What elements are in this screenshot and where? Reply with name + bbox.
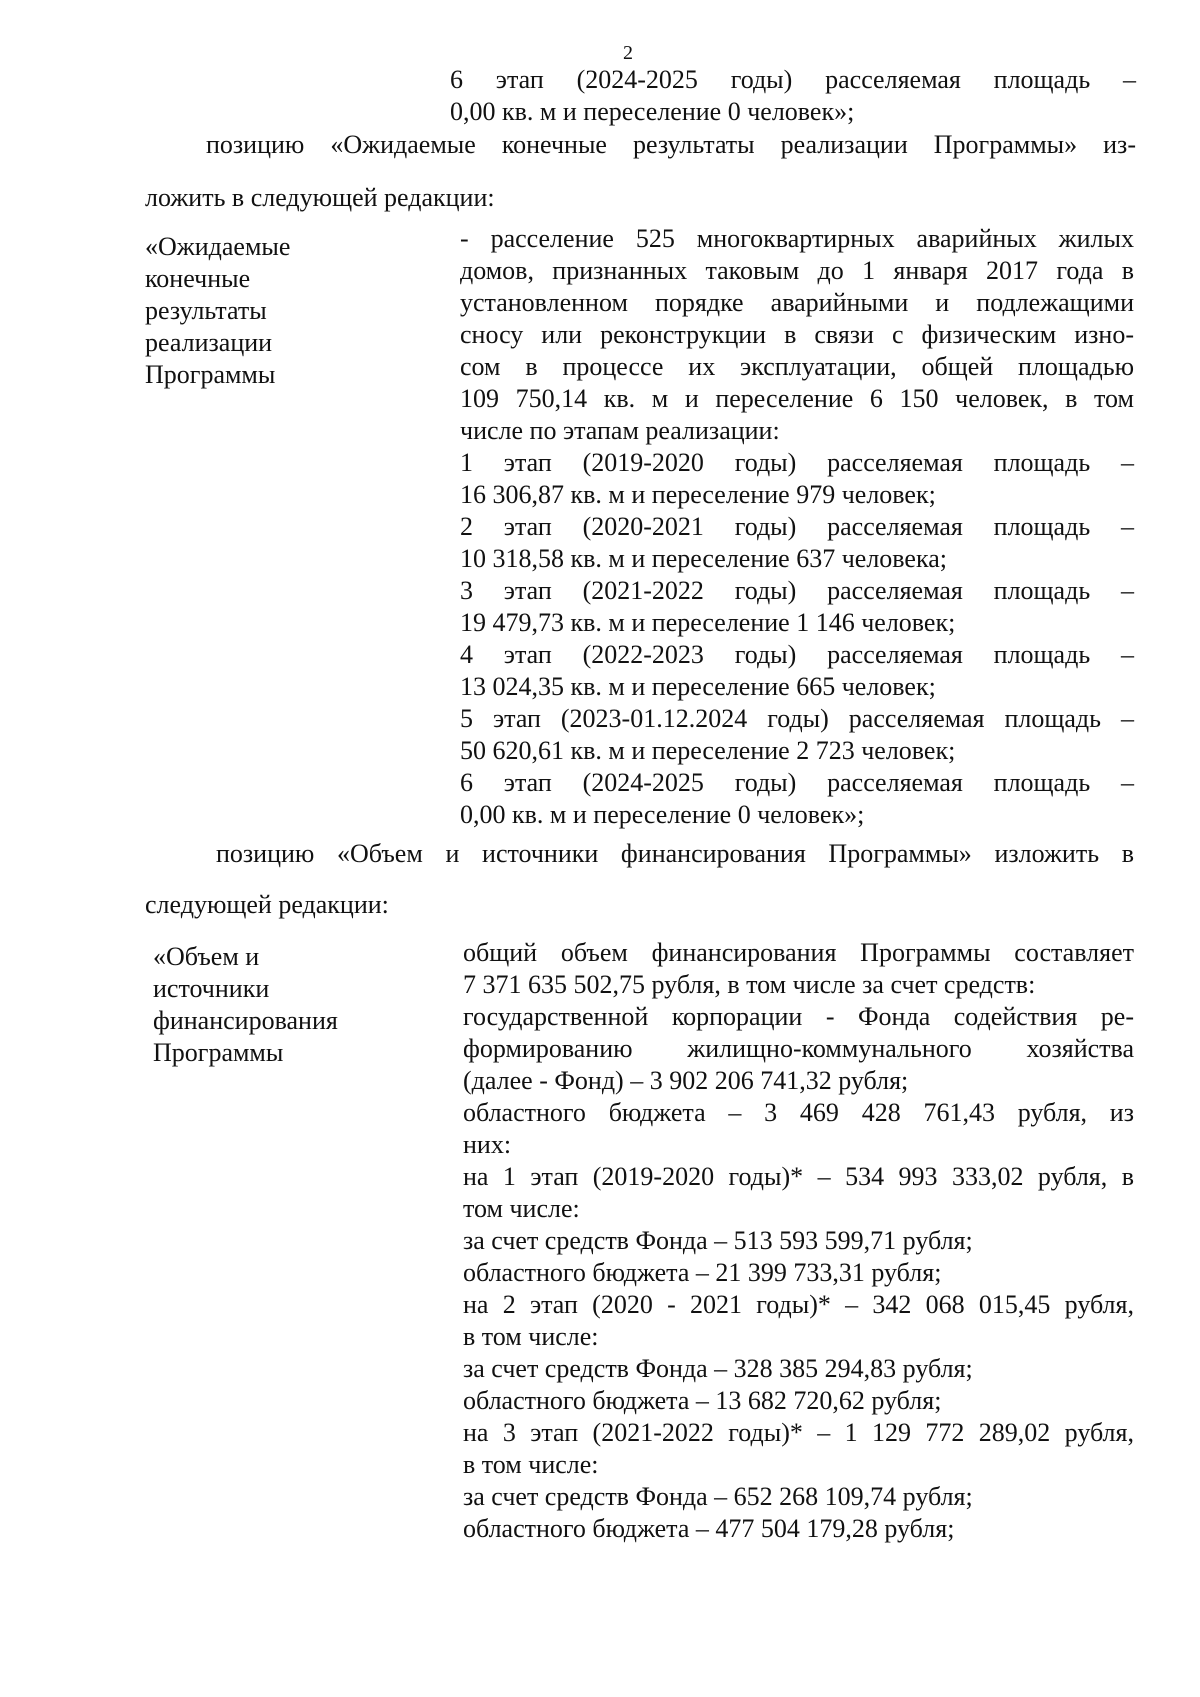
paragraph-expected-results-line1: позицию «Ожидаемые конечные результаты реализации Программы» из-	[206, 130, 1136, 159]
text-line: на 3 этап (2021-2022 годы)* – 1 129 772 289,02 рубля,	[463, 1418, 1134, 1447]
text-line: на 2 этап (2020 - 2021 годы)* – 342 068 015,45 рубля,	[463, 1290, 1134, 1319]
text-line: за счет средств Фонда – 652 268 109,74 рубля;	[463, 1482, 973, 1511]
text-line: областного бюджета – 13 682 720,62 рубля;	[463, 1386, 942, 1415]
text-line: за счет средств Фонда – 328 385 294,83 рубля;	[463, 1354, 973, 1383]
text-line: общий объем финансирования Программы составляет	[463, 938, 1134, 967]
continued-stage-text	[450, 64, 1136, 128]
text-line: областного бюджета – 21 399 733,31 рубля;	[463, 1258, 942, 1287]
label-line: «Объем и	[153, 942, 260, 971]
label-line: конечные	[145, 264, 251, 293]
text-line: - расселение 525 многоквартирных аварийных жилых	[460, 224, 1134, 253]
financing-content	[463, 937, 1134, 1545]
label-line: «Ожидаемые	[145, 232, 291, 261]
text-line: домов, признанных таковым до 1 января 2017 года в	[460, 256, 1134, 285]
text-line: областного бюджета – 3 469 428 761,43 рубля, из	[463, 1098, 1134, 1127]
text-line: 7 371 635 502,75 рубля, в том числе за счет средств:	[463, 970, 1036, 999]
text-line: 16 306,87 кв. м и переселение 979 человек;	[460, 480, 936, 509]
text-line: 5 этап (2023-01.12.2024 годы) расселяемая площадь –	[460, 704, 1134, 733]
text-line: 2 этап (2020-2021 годы) расселяемая площадь –	[460, 512, 1134, 541]
text-line: 6 этап (2024-2025 годы) расселяемая площадь –	[460, 768, 1134, 797]
text-line: 0,00 кв. м и переселение 0 человек»;	[460, 800, 865, 829]
label-line: Программы	[145, 360, 276, 389]
label-line: результаты	[145, 296, 267, 325]
text-line: числе по этапам реализации:	[460, 416, 780, 445]
text-line: в том числе:	[463, 1450, 599, 1479]
text-line: 0,00 кв. м и переселение 0 человек»;	[450, 97, 855, 126]
expected-results-content	[460, 223, 1134, 831]
expected-results-label	[145, 231, 290, 391]
text-line: установленном порядке аварийными и подлежащими	[460, 288, 1134, 317]
text-line: 6 этап (2024-2025 годы) расселяемая площадь –	[450, 65, 1136, 94]
text-line: 109 750,14 кв. м и переселение 6 150 человек, в том	[460, 384, 1134, 413]
text-line: сом в процессе их эксплуатации, общей площадью	[460, 352, 1134, 381]
text-line: за счет средств Фонда – 513 593 599,71 рубля;	[463, 1226, 973, 1255]
label-line: реализации	[145, 328, 273, 357]
text-line: государственной корпорации - Фонда содействия ре-	[463, 1002, 1134, 1031]
text-line: 50 620,61 кв. м и переселение 2 723 человек;	[460, 736, 956, 765]
text-line: областного бюджета – 477 504 179,28 рубля;	[463, 1514, 955, 1543]
label-line: Программы	[153, 1038, 284, 1067]
text-line: 10 318,58 кв. м и переселение 637 человека;	[460, 544, 947, 573]
text-line: 13 024,35 кв. м и переселение 665 человек;	[460, 672, 936, 701]
paragraph-financing-line1: позицию «Объем и источники финансирования Программы» изложить в	[216, 839, 1134, 868]
text-line: 1 этап (2019-2020 годы) расселяемая площадь –	[460, 448, 1134, 477]
text-line: них:	[463, 1130, 512, 1159]
text-line: том числе:	[463, 1194, 580, 1223]
paragraph-financing-line2: следующей редакции:	[145, 890, 389, 919]
label-line: финансирования	[153, 1006, 338, 1035]
text-line: сносу или реконструкции в связи с физическим изно-	[460, 320, 1134, 349]
text-line: на 1 этап (2019-2020 годы)* – 534 993 333,02 рубля, в	[463, 1162, 1134, 1191]
financing-label	[153, 941, 338, 1069]
label-line: источники	[153, 974, 270, 1003]
text-line: 19 479,73 кв. м и переселение 1 146 человек;	[460, 608, 956, 637]
paragraph-expected-results-line2: ложить в следующей редакции:	[145, 183, 495, 212]
text-line: формированию жилищно-коммунального хозяйства	[463, 1034, 1134, 1063]
text-line: в том числе:	[463, 1322, 599, 1351]
page-number: 2	[623, 42, 633, 64]
text-line: (далее - Фонд) – 3 902 206 741,32 рубля;	[463, 1066, 909, 1095]
text-line: 4 этап (2022-2023 годы) расселяемая площадь –	[460, 640, 1134, 669]
text-line: 3 этап (2021-2022 годы) расселяемая площадь –	[460, 576, 1134, 605]
